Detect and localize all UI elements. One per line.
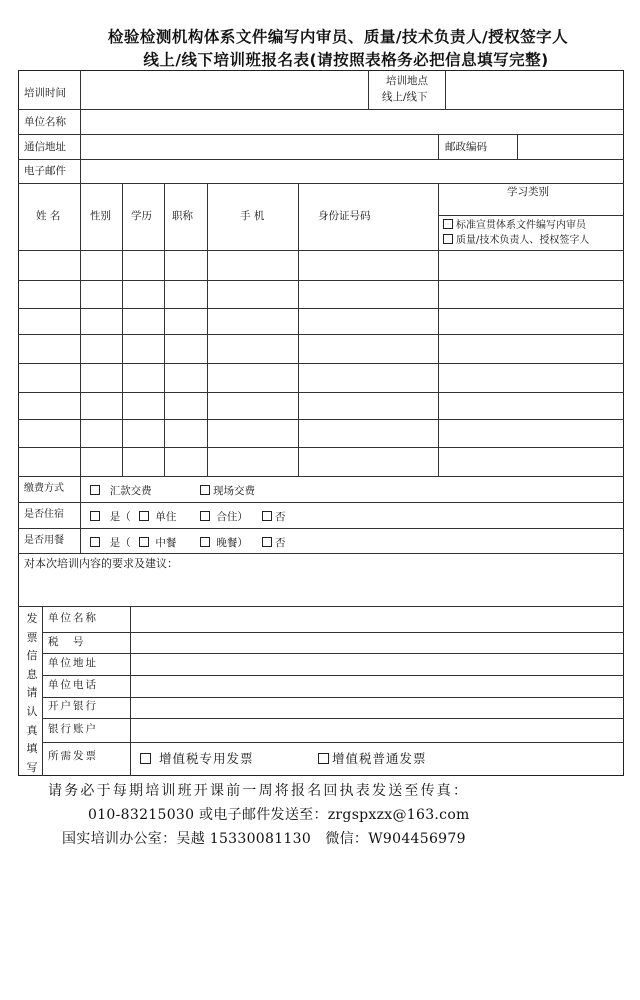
- checkbox-icon: [443, 219, 453, 229]
- col-header-phone: 手 机: [240, 210, 265, 222]
- col-divider: [517, 134, 518, 160]
- row-divider: [18, 334, 624, 335]
- form-title-line2: 线上/线下培训班报名表(请按照表格务必把信息填写完整): [143, 51, 549, 69]
- invoice-bank-label: 开户银行: [48, 700, 98, 712]
- row-divider: [18, 308, 624, 309]
- checkbox-icon: [139, 537, 149, 547]
- col-header-education: 学历: [131, 210, 152, 222]
- training-location-label: 培训地点: [386, 75, 428, 87]
- row-divider: [438, 215, 624, 216]
- invoice-type-label: 所需发票: [48, 750, 98, 762]
- footer-contact: 国实培训办公室：吴越 15330081130 微信：W904456979: [62, 831, 466, 847]
- checkbox-icon: [90, 511, 100, 521]
- row-divider: [18, 606, 624, 607]
- study-option-2[interactable]: 质量/技术负责人、授权签字人: [443, 234, 589, 247]
- postcode-label: 邮政编码: [445, 141, 487, 153]
- checkbox-icon: [200, 485, 210, 495]
- col-divider: [164, 183, 165, 477]
- invoice-phone-label: 单位电话: [48, 679, 98, 691]
- col-divider: [298, 183, 299, 477]
- col-divider: [368, 70, 369, 110]
- col-header-title: 职称: [172, 210, 193, 222]
- registration-form-frame: [18, 70, 624, 776]
- col-divider: [445, 70, 446, 110]
- footer-instruction: 请务必于每期培训班开课前一周将报名回执表发送至传真：: [48, 783, 470, 799]
- training-time-label: 培训时间: [24, 87, 66, 99]
- checkbox-icon: [90, 537, 100, 547]
- address-label: 通信地址: [24, 141, 66, 153]
- row-divider: [18, 528, 624, 529]
- payment-label: 缴费方式: [24, 483, 64, 494]
- invoice-company-name-label: 单位名称: [48, 612, 98, 624]
- meals-lunch-option[interactable]: 中餐: [139, 535, 176, 550]
- online-offline-label: 线上/线下: [382, 91, 428, 103]
- invoice-normal-vat-option[interactable]: 增值税普通发票: [318, 749, 427, 767]
- row-divider: [18, 363, 624, 364]
- meals-no-option[interactable]: 否: [262, 535, 286, 550]
- meals-yes-option[interactable]: 是（: [90, 535, 131, 550]
- col-divider: [42, 606, 43, 776]
- checkbox-icon: [90, 485, 100, 495]
- invoice-account-label: 银行账户: [48, 723, 98, 735]
- checkbox-icon: [200, 537, 210, 547]
- checkbox-icon: [200, 511, 210, 521]
- study-option-1[interactable]: 标准宣贯体系文件编写内审员: [443, 219, 586, 232]
- row-divider: [18, 109, 624, 110]
- col-divider: [438, 183, 439, 477]
- col-divider: [130, 606, 131, 776]
- footer-fax-email: 010-83215030 或电子邮件发送至：zrgspxzx@163.com: [88, 807, 470, 823]
- col-header-id-number: 身份证号码: [318, 210, 371, 222]
- row-divider: [18, 392, 624, 393]
- checkbox-icon: [262, 537, 272, 547]
- email-label: 电子邮件: [24, 165, 66, 177]
- checkbox-icon: [140, 753, 151, 764]
- col-header-study-type: 学习类别: [507, 186, 549, 198]
- row-divider: [18, 447, 624, 448]
- invoice-tax-number-label: 税 号: [48, 636, 86, 648]
- form-title-line1: 检验检测机构体系文件编写内审员、质量/技术负责人/授权签字人: [107, 28, 569, 46]
- invoice-address-label: 单位地址: [48, 657, 98, 669]
- lodging-single-option[interactable]: 单住: [139, 509, 176, 524]
- row-divider: [18, 502, 624, 503]
- col-divider: [122, 183, 123, 477]
- col-header-gender: 性别: [90, 210, 111, 222]
- col-divider: [80, 70, 81, 184]
- checkbox-icon: [139, 511, 149, 521]
- col-divider: [207, 183, 208, 477]
- invoice-special-vat-option[interactable]: 增值税专用发票: [140, 749, 254, 767]
- lodging-yes-option[interactable]: 是（: [90, 509, 131, 524]
- row-divider: [18, 159, 624, 160]
- payment-option-remittance[interactable]: 汇款交费: [90, 483, 152, 498]
- lodging-no-option[interactable]: 否: [262, 509, 286, 524]
- row-divider: [18, 134, 624, 135]
- suggestions-label: 对本次培训内容的要求及建议：: [24, 557, 178, 570]
- checkbox-icon: [318, 753, 329, 764]
- col-divider: [80, 476, 81, 554]
- meals-dinner-option[interactable]: 晚餐）: [200, 535, 248, 550]
- row-divider: [18, 250, 624, 251]
- invoice-side-label: 发票信息请认真填写: [26, 612, 38, 774]
- company-name-label: 单位名称: [24, 116, 66, 128]
- row-divider: [18, 183, 624, 184]
- col-divider: [80, 183, 81, 477]
- row-divider: [18, 553, 624, 554]
- col-header-name: 姓 名: [36, 210, 61, 222]
- row-divider: [18, 419, 624, 420]
- row-divider: [18, 476, 624, 477]
- row-divider: [18, 280, 624, 281]
- lodging-label: 是否住宿: [24, 509, 64, 520]
- payment-option-onsite[interactable]: 现场交费: [200, 483, 255, 498]
- checkbox-icon: [262, 511, 272, 521]
- col-divider: [438, 134, 439, 160]
- meals-label: 是否用餐: [24, 535, 64, 546]
- checkbox-icon: [443, 234, 453, 244]
- lodging-shared-option[interactable]: 合住）: [200, 509, 248, 524]
